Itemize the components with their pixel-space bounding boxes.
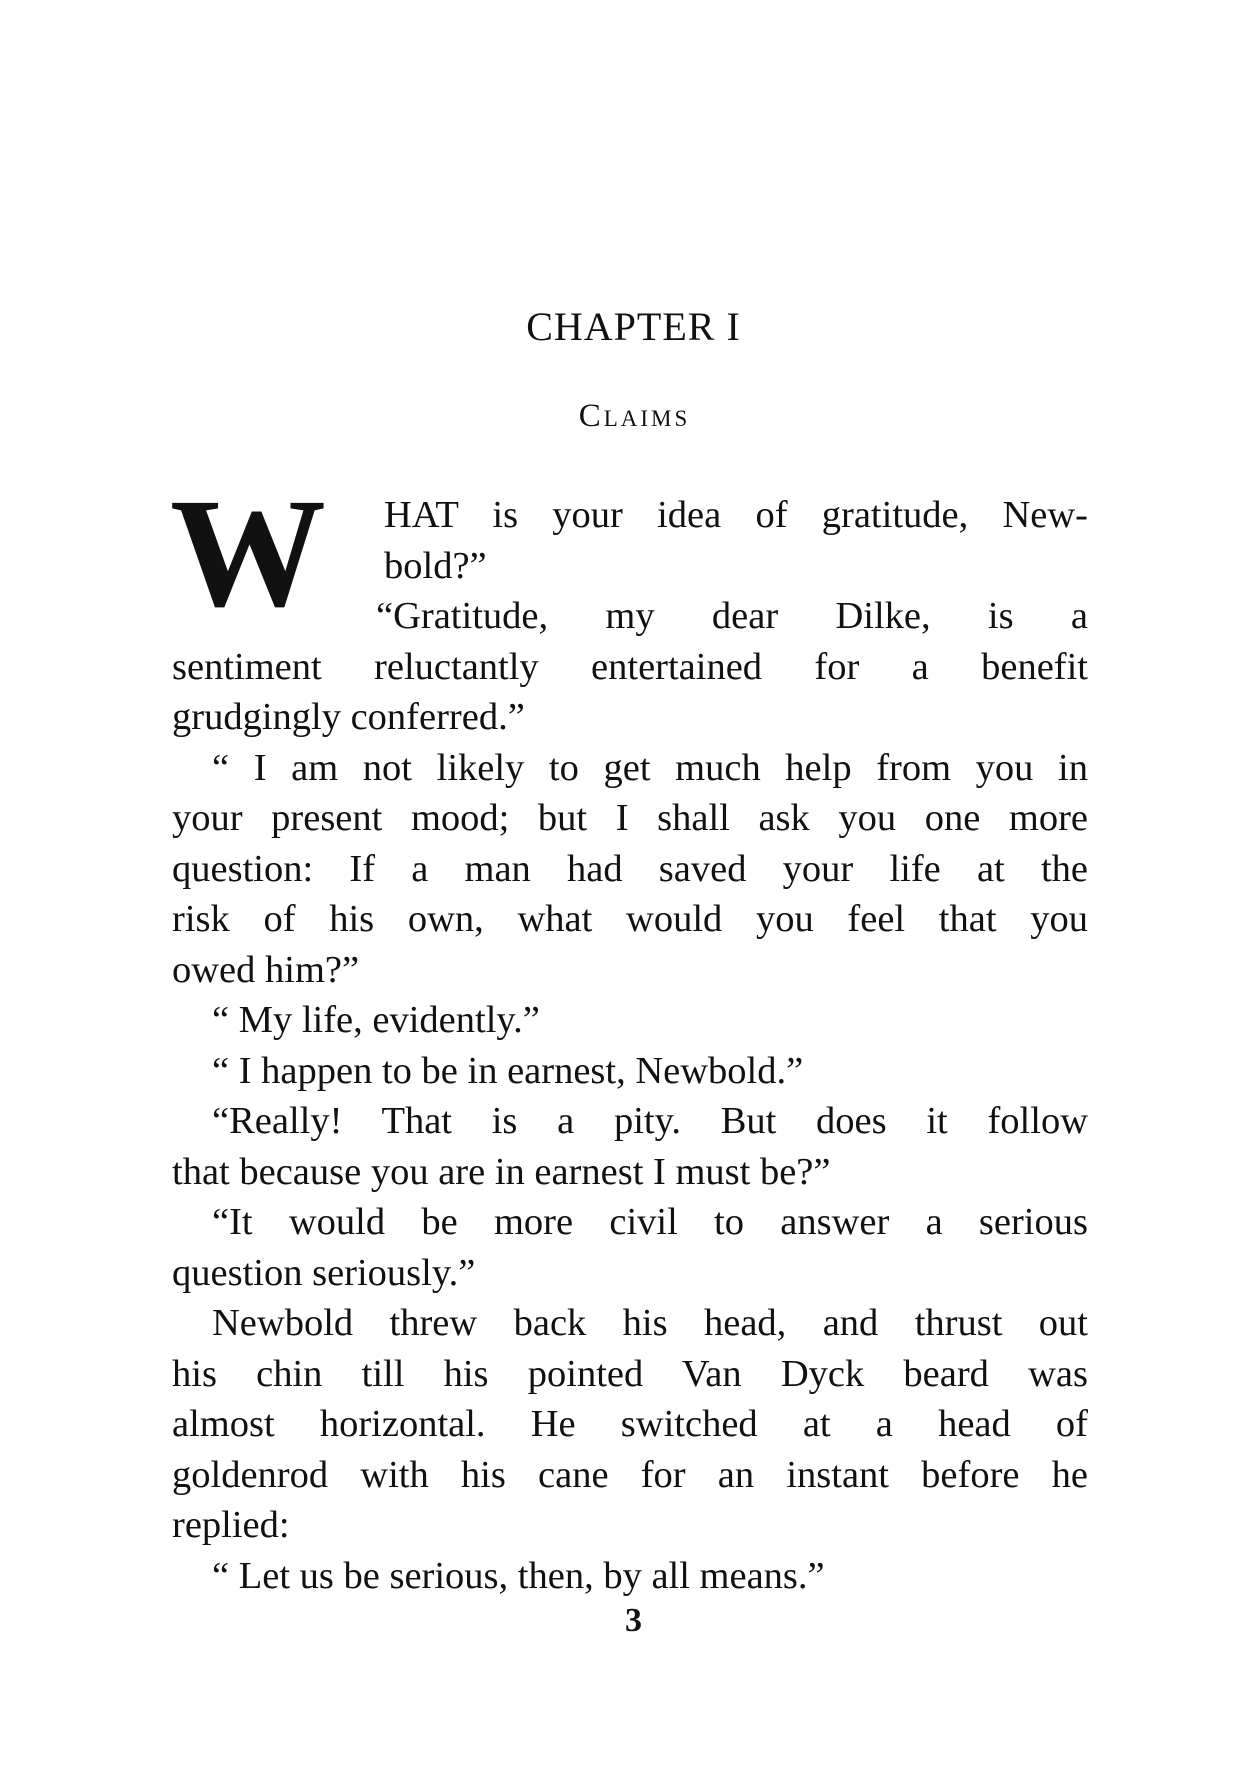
text-line: his chin till his pointed Van Dyck beard was [172,1352,1088,1395]
text-line: that because you are in earnest I must be?” [172,1150,831,1193]
text-line: goldenrod with his cane for an instant before he [172,1453,1088,1496]
text-line: “ Let us be serious, then, by all means.” [212,1554,825,1597]
text-line: Newbold threw back his head, and thrust out [212,1302,1088,1344]
chapter-title: CHAPTER I [526,304,741,349]
page-number: 3 [625,1602,642,1639]
text-line: HAT is your idea of gratitude, New- [384,494,1088,536]
text-line: owed him?” [172,948,360,991]
text-line: “Really! That is a pity. But does it follow [212,1100,1088,1142]
text-line: “ I happen to be in earnest, Newbold.” [212,1049,804,1092]
body-text [172,490,1088,1601]
text-line: grudgingly conferred.” [172,696,525,738]
text-line: sentiment reluctantly entertained for a benefit [172,645,1088,688]
text-line: bold?” [384,544,487,587]
text-line: “ I am not likely to get much help from you in [212,746,1088,789]
text-line: “ My life, evidently.” [212,999,540,1041]
text-line: question seriously.” [172,1251,476,1294]
text-line: “Gratitude, my dear Dilke, is a [376,595,1088,637]
drop-cap: W [170,466,326,639]
text-line: risk of his own, what would you feel that you [172,898,1088,940]
text-line: your present mood; but I shall ask you one more [172,797,1088,839]
chapter-subtitle: Claims [578,398,691,434]
text-line: “It would be more civil to answer a serious [212,1201,1088,1243]
text-line: almost horizontal. He switched at a head of [172,1403,1088,1445]
text-line: replied: [172,1504,290,1546]
text-line: question: If a man had saved your life at the [172,847,1088,890]
